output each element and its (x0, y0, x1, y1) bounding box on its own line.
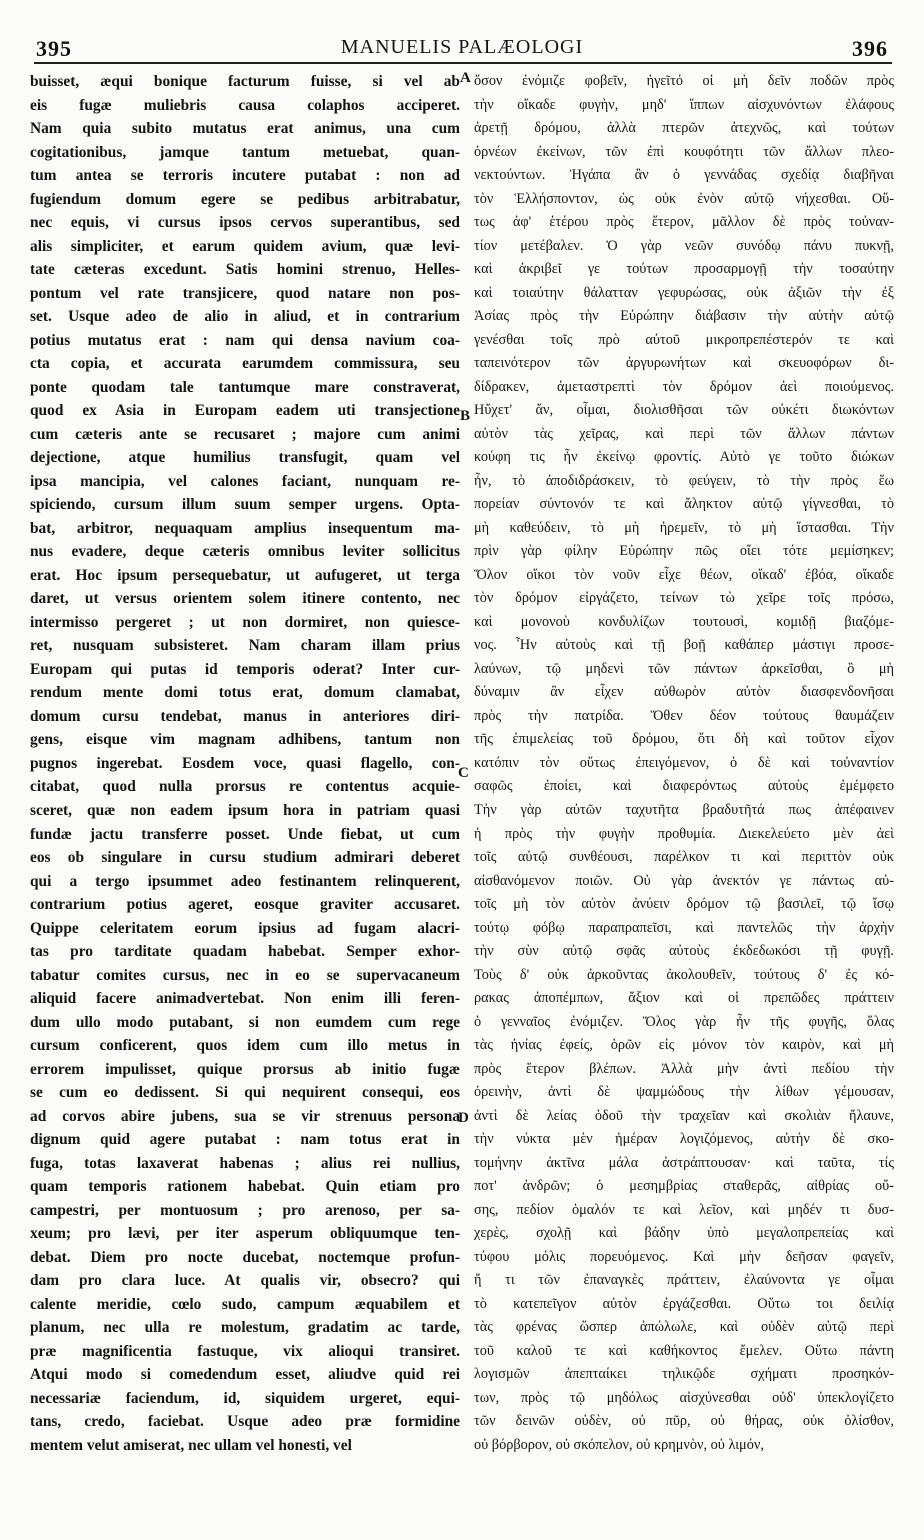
latin-text-line: quam temporis rationem habebat. Quin etiam pro (30, 1178, 460, 1196)
greek-text-line: Ηὔχετ' ἄν, οἶμαι, διολισθῆσαι τῶν οὐκέτι διωκόντων (474, 402, 894, 419)
latin-text-line: xeum; pro lævi, per iter asperum obliquumque ten- (30, 1225, 460, 1243)
latin-text-line: planum, nec ulla re molestum, gradatim ac tarde, (30, 1319, 460, 1337)
latin-text-line: potius mutatus erat : nam qui densa navium coa- (30, 331, 460, 349)
greek-text-line: ἀρετῇ δρόμου, ἀλλὰ πτερῶν ἀτεχνῶς, καὶ τούτων (474, 120, 894, 137)
latin-text-line: fuga, totas laxaverat habenas ; alius rei nullius, (30, 1154, 460, 1172)
greek-text-line: πορείαν σύντονόν τε καὶ ἄληκτον αὐτῷ γίγνεσθαι, τὸ (474, 496, 894, 513)
latin-text-line: spiciendo, cursum illum suum semper urgens. Opta- (30, 496, 460, 514)
greek-text-line: δίδρακεν, ἀμεταστρεπτὶ τὸν δρόμον ἀεὶ ποιούμενος. (474, 378, 894, 395)
latin-column (30, 70, 460, 1457)
latin-text-line: cum cæteris ante se recusaret ; majore cum animi (30, 425, 460, 443)
greek-text-line: Ὅλον οἴκοι τὸν νοῦν εἶχε θέων, οἴκαδ' ἐβόα, οἴκαδε (474, 566, 894, 583)
latin-text-line: aliquid facere animadvertebat. Non enim illi feren- (30, 990, 460, 1008)
latin-text-line: tans, credo, faciebat. Usque adeo præ formidine (30, 1413, 460, 1431)
latin-text-line: eis fugæ muliebris causa colaphos acciperet. (30, 96, 460, 114)
latin-text-line: cursum conficerent, quos idem cum illo metus in (30, 1037, 460, 1055)
greek-text-line: χερὲς, σχολῇ καὶ βάδην ὑπὸ μεγαλοπρεπείας καὶ (474, 1225, 894, 1242)
latin-text-line: eos ob singulare in cursu studium admirari deberet (30, 849, 460, 867)
greek-text-line: ὀρνέων ἐκείνων, τῶν ἐπὶ κουφότητι τῶν ἄλλων πλεο- (474, 143, 894, 160)
greek-text-line: τοῦ καλοῦ τε καὶ καθήκοντος ἔμελεν. Οὕτω πάντη (474, 1342, 894, 1359)
greek-text-line: Ἀσίας πρὸς τὴν Εὐρώπην διάβασιν τὴν αὐτὴν αὐτῷ (474, 308, 894, 325)
latin-text-line: errorem impulisset, quique prorsus ab initio fugæ (30, 1060, 460, 1078)
latin-text-line: mentem velut amiserat, nec ullam vel honesti, vel (30, 1436, 352, 1454)
greek-text-line: πρὶν γὰρ φίλην Εὐρώπην πῶς οἴει τότε μεμίσηκεν; (474, 543, 894, 560)
latin-text-line: tum antea se terroris incutere putabat : non ad (30, 167, 460, 185)
latin-text-line: domum cursu tendebat, manus in anteriores diri- (30, 707, 460, 725)
greek-text-line: αὐτὸν τὰς χεῖρας, καὶ περὶ τῶν ἄλλων πάντων (474, 425, 894, 442)
latin-text-line: bat, arbitror, nequaquam amplius insequentum ma- (30, 519, 460, 537)
header-rule (34, 62, 892, 64)
latin-text-line: calente meridie, cœlo sudo, campum æquabilem et (30, 1295, 460, 1313)
greek-text-line: ρακας ἀποπέμπων, ἄξιον καὶ οἱ πρεπῶδες πράττειν (474, 990, 894, 1007)
latin-text-line: se cum eo dedissent. Si qui nequirent consequi, eos (30, 1084, 460, 1102)
latin-text-line: citabat, quod nulla prorsus re contentus acquie- (30, 778, 460, 796)
greek-text-line: σαφῶς ἐποίει, καὶ διαφερόντως αὐτοὺς ἐμέμφετο (474, 778, 894, 795)
greek-text-line: τως ἀφ' ἑτέρου πρὸς ἕτερον, μᾶλλον δὲ πρὸς τοὐναν- (474, 214, 894, 231)
latin-text-line: fugiendum domum egere se pedibus arbitrabatur, (30, 190, 460, 208)
greek-text-line: ἀντὶ δὲ λείας ὁδοῦ τὴν τραχεῖαν καὶ σκολιὰν ἤλαυνε, (474, 1107, 894, 1124)
latin-text-line: ponte quodam tale tantumque mare constraverat, (30, 378, 460, 396)
latin-text-line: debat. Diem pro nocte ducebat, noctemque profun- (30, 1248, 460, 1266)
latin-text-line: contrarium potius ageret, eosque graviter accusaret. (30, 896, 460, 914)
latin-text-line: Europam qui putas id temporis oderat? Inter cur- (30, 660, 460, 678)
latin-text-line: cogitationibus, jamque tantum metuebat, quan- (30, 143, 460, 161)
greek-text-line: τῆς ἐπιμελείας τοῦ δρόμου, ὅτι δὴ καὶ τοῦτον εἶχον (474, 731, 894, 748)
latin-text-line: qui a tergo ipsummet adeo festinantem relinquerent, (30, 872, 460, 890)
greek-text-line: τὴν σὺν αὐτῷ σφᾶς αὐτοὺς ἐκδεδωκόσι τῇ φυγῇ. (474, 943, 894, 960)
greek-text-line: Τὴν γὰρ αὐτῶν ταχυτῆτα βραδυτῆτά πως ἀπέφαινεν (474, 801, 894, 818)
latin-text-line: rendum mente domi totus erat, domum clamabat, (30, 684, 460, 702)
section-marker-b: B (460, 408, 471, 424)
latin-text-line: necessariæ faciendum, id, siquidem urgeret, equi- (30, 1389, 460, 1407)
greek-text-line: τὸ κατεπεῖγον αὐτὸν ἐργάζεσθαι. Οὕτω τοι δειλίᾳ (474, 1295, 894, 1312)
greek-text-line: τὴν νύκτα μὲν ἡμέραν λογιζόμενος, αὐτὴν δὲ σκο- (474, 1131, 894, 1148)
latin-text-line: præ magnificentia fastuque, vix alioqui transiret. (30, 1342, 460, 1360)
greek-text-line: νος. Ἦν αὐτοὺς καὶ τῇ βοῇ καθάπερ μάστιγι προσε- (474, 637, 894, 654)
latin-text-line: ipsa mancipia, vel calones faciant, nunquam re- (30, 472, 460, 490)
latin-text-line: alis simpliciter, et earum quidem avium, quæ levi- (30, 237, 460, 255)
greek-text-line: ἦν, τὸ ἀποδιδράσκειν, τὸ φεύγειν, τὸ τὴν πρὸς ἕω (474, 472, 894, 489)
greek-text-line: τίον μετέβαλεν. Ὁ γὰρ νεῶν συνόδῳ πάνυ πυκνῇ, (474, 237, 894, 254)
greek-text-line: τὸν δρόμον εἰργάζετο, τείνων τὼ χεῖρε τοῖς πρόσω, (474, 590, 894, 607)
latin-text-line: erat. Hoc ipsum persequebatur, ut aufugeret, ut terga (30, 566, 460, 584)
greek-text-line: ταπεινότερον τῶν ἀργυρωνήτων καὶ σκευοφόρων δι- (474, 355, 894, 372)
latin-text-line: nus evadere, deque cæteris omnibus leviter sollicitus (30, 543, 460, 561)
greek-text-line: τοῖς αὐτῷ συνθέουσι, παρέλκον τι καὶ περιττὸν οὐκ (474, 849, 894, 866)
greek-text-line: ὅσον ἐνόμιζε φοβεῖν, ἡγεῖτό οἱ μὴ δεῖν ποδῶν πρὸς (474, 73, 894, 89)
greek-text-line: ὁ γενναῖος ἐνόμιζεν. Ὅλος γὰρ ἦν τῆς φυγῆς, ὅλας (474, 1013, 894, 1030)
greek-text-line: λαύνων, τῷ μηδενὶ τῶν πάντων ἀρκεῖσθαι, ὃ μὴ (474, 660, 894, 677)
latin-text-line: gens, eisque vim magnam adhibens, tantum non (30, 731, 460, 749)
section-marker-c: C (458, 765, 469, 781)
greek-text-line: γενέσθαι τοῖς πρὸ αὐτοῦ μικροπρεπέστερόν τε καὶ (474, 331, 894, 348)
latin-text-line: Quippe celeritatem eorum ipsius ad fugam alacri- (30, 919, 460, 937)
greek-text-line: καὶ μονονοὺ κονδυλίζων τουτουσὶ, κομιδῇ βιαζόμε- (474, 613, 894, 630)
greek-text-line: τομήνην ἀκτῖνα μάλα ἀστράπτουσαν· καὶ ταῦτα, τίς (474, 1154, 894, 1171)
greek-text-line: τὴν οἴκαδε φυγὴν, μηδ' ἵππων αἰσχυνόντων ἐλάφους (474, 96, 894, 113)
latin-text-line: nec equis, vi cursus ipsos cervos superantibus, sed (30, 214, 460, 232)
greek-text-line: ἤ τι τῶν ἐπαναγκὲς πράττειν, ἐλαύνοντα γε οἶμαι (474, 1272, 894, 1289)
greek-text-line: τὰς ἡνίας ἐφείς, ὁρῶν εἰς μόνον τὸν καιρὸν, καὶ μὴ (474, 1037, 894, 1054)
latin-text-line: cta copia, et accurata earumdem commissura, seu (30, 355, 460, 373)
right-page-number: 396 (852, 36, 888, 61)
greek-text-line: δύναμιν ἂν εἶχεν αὐθωρὸν αὐτὸν διασφενδονῆσαι (474, 684, 894, 701)
latin-text-line: buisset, æqui bonique facturum fuisse, si vel ab (30, 73, 460, 90)
running-title: MANUELIS PALÆOLOGI (340, 36, 584, 58)
latin-text-line: dignum quid agere putabat : nam totus erat in (30, 1131, 460, 1149)
latin-text-line: pugnos ingerebat. Eosdem voce, quasi flagello, con- (30, 754, 460, 772)
section-marker-a: A (460, 70, 471, 86)
greek-text-line: ἡ πρὸς τὴν φυγὴν προθυμία. Διεκελεύετο μὲν ἀεὶ (474, 825, 894, 842)
greek-column (474, 70, 894, 1457)
greek-text-line: ὀρεινὴν, ἀντὶ δὲ ψαμμώδους τὴν λίθων γέμουσαν, (474, 1084, 894, 1101)
greek-text-line: τοῖς μὴ τὸν αὐτὸν ἀνύειν δρόμον τῷ βασιλεῖ, τῷ ἴσῳ (474, 896, 894, 913)
latin-text-line: Atqui modo si comedendum esset, aliudve quid rei (30, 1366, 460, 1384)
greek-text-line: τῶν δεινῶν οὐδὲν, οὐ πῦρ, οὐ θήρας, οὐκ ὀλίσθον, (474, 1413, 894, 1430)
greek-text-line: καὶ ἀκριβεῖ γε τούτων προσαρμογῇ τὴν τοσαύτην (474, 261, 894, 278)
greek-text-line: μὴ καθεύδειν, τὸ μὴ ἠρεμεῖν, τὸ μὴ ἵστασθαι. Τὴν (474, 519, 894, 536)
greek-text-line: των, πρὸς τῷ μηδόλως αἰσχύνεσθαι οὐδ' ὑπεκλογίζετο (474, 1389, 894, 1406)
greek-text-line: ποτ' ἀνδρῶν; ὁ μεσημβρίας σταθερᾶς, αἰθρίας οὔ- (474, 1178, 894, 1195)
latin-text-line: fundæ jactu transferre posset. Unde fiebat, ut cum (30, 825, 460, 843)
latin-text-line: dum ullo modo putabant, si non eumdem cum rege (30, 1013, 460, 1031)
latin-text-line: intermisso pergeret ; ut non dormiret, non quiesce- (30, 613, 460, 631)
greek-text-line: πρὸς ἕτερον βλέπων. Ἀλλὰ μὴν ἀντὶ πεδίου τὴν (474, 1060, 894, 1077)
latin-text-line: dejectione, atque humilius transfugit, quam vel (30, 449, 460, 467)
latin-text-line: sceret, quæ non eadem ipsum hora in patriam quasi (30, 801, 460, 819)
greek-text-line: Τοὺς δ' οὐκ ἀρκοῦντας ἀκολουθεῖν, τούτους δ' ἐς κό- (474, 966, 894, 983)
left-page-number: 395 (36, 36, 72, 61)
latin-text-line: tabatur comites cursus, nec in eo se supervacaneum (30, 966, 460, 984)
greek-text-line: τύφου μόλις πορευόμενος. Καὶ μὴν δεῆσαν φαγεῖν, (474, 1248, 894, 1265)
latin-text-line: campestri, per montuosum ; pro arenoso, per sa- (30, 1201, 460, 1219)
greek-text-line: οὐ βόρβορον, οὐ σκόπελον, οὐ κρημνὸν, οὐ λιμόν, (474, 1436, 764, 1453)
latin-text-line: daret, ut versus orientem solem itinere contento, nec (30, 590, 460, 608)
latin-text-line: tas pro tarditate quadam habebat. Semper exhor- (30, 943, 460, 961)
latin-text-line: Nam quia subito mutatus erat animus, una cum (30, 120, 460, 138)
latin-text-line: ad corvos abire jubens, sua se vir strenuus persona (30, 1107, 460, 1125)
greek-text-line: κούφη τις ἦν ἐκείνῳ φροντίς. Αὐτὸ γε τοῦτο διώκων (474, 449, 894, 466)
latin-text-line: quod ex Asia in Europam eadem uti transjectione (30, 402, 460, 420)
latin-text-line: dam pro clara luce. At qualis vir, obsecro? qui (30, 1272, 460, 1290)
latin-text-line: set. Usque adeo de alio in aliud, et in contrarium (30, 308, 460, 326)
latin-text-line: pontum vel rate transjicere, quod natare non pos- (30, 284, 460, 302)
latin-text-line: tate cæteras excedunt. Satis homini strenuo, Helles- (30, 261, 460, 279)
greek-text-line: πρὸς τὴν πατρίδα. Ὅθεν δέον τούτους θαυμάζειν (474, 707, 894, 724)
greek-text-line: νεκτούντων. Ἠγάπα ἂν ὁ γεννάδας σχεδίᾳ διαβῆναι (474, 167, 894, 184)
latin-text-line: ret, nusquam subsisteret. Nam charam illam prius (30, 637, 460, 655)
greek-text-line: τὰς φρένας ὥσπερ ἀπώλωλε, καὶ οὐδὲν αὐτῷ περὶ (474, 1319, 894, 1336)
greek-text-line: καὶ τοιαύτην θάλατταν γεφυρώσας, οὐκ ἀξιῶν τὴν ἐξ (474, 284, 894, 301)
greek-text-line: τούτῳ φόβῳ παραπραπεῖσι, καὶ παντελῶς τὴν ἀρχὴν (474, 919, 894, 936)
greek-text-line: τὸν Ἑλλήσποντον, ὡς οὐκ ἐνὸν αὐτῷ νήχεσθαι. Οὕ- (474, 190, 894, 207)
section-marker-d: D (458, 1110, 469, 1126)
greek-text-line: κατόπιν τὸν οὕτως ἐπειγόμενον, ὁ δὲ καὶ τοὐναντίον (474, 754, 894, 771)
running-header (36, 30, 888, 64)
greek-text-line: αἰσθανόμενον ποιῶν. Οὐ γὰρ ἀνεκτόν γε πάντως αὐ- (474, 872, 894, 889)
greek-text-line: σης, πεδίον ὁμαλόν τε καὶ λεῖον, καὶ μηδέν τι δυσ- (474, 1201, 894, 1218)
greek-text-line: λογισμῶν ἀπεπταίκει τηλικῷδε σχήματι προσηκόν- (474, 1366, 894, 1383)
